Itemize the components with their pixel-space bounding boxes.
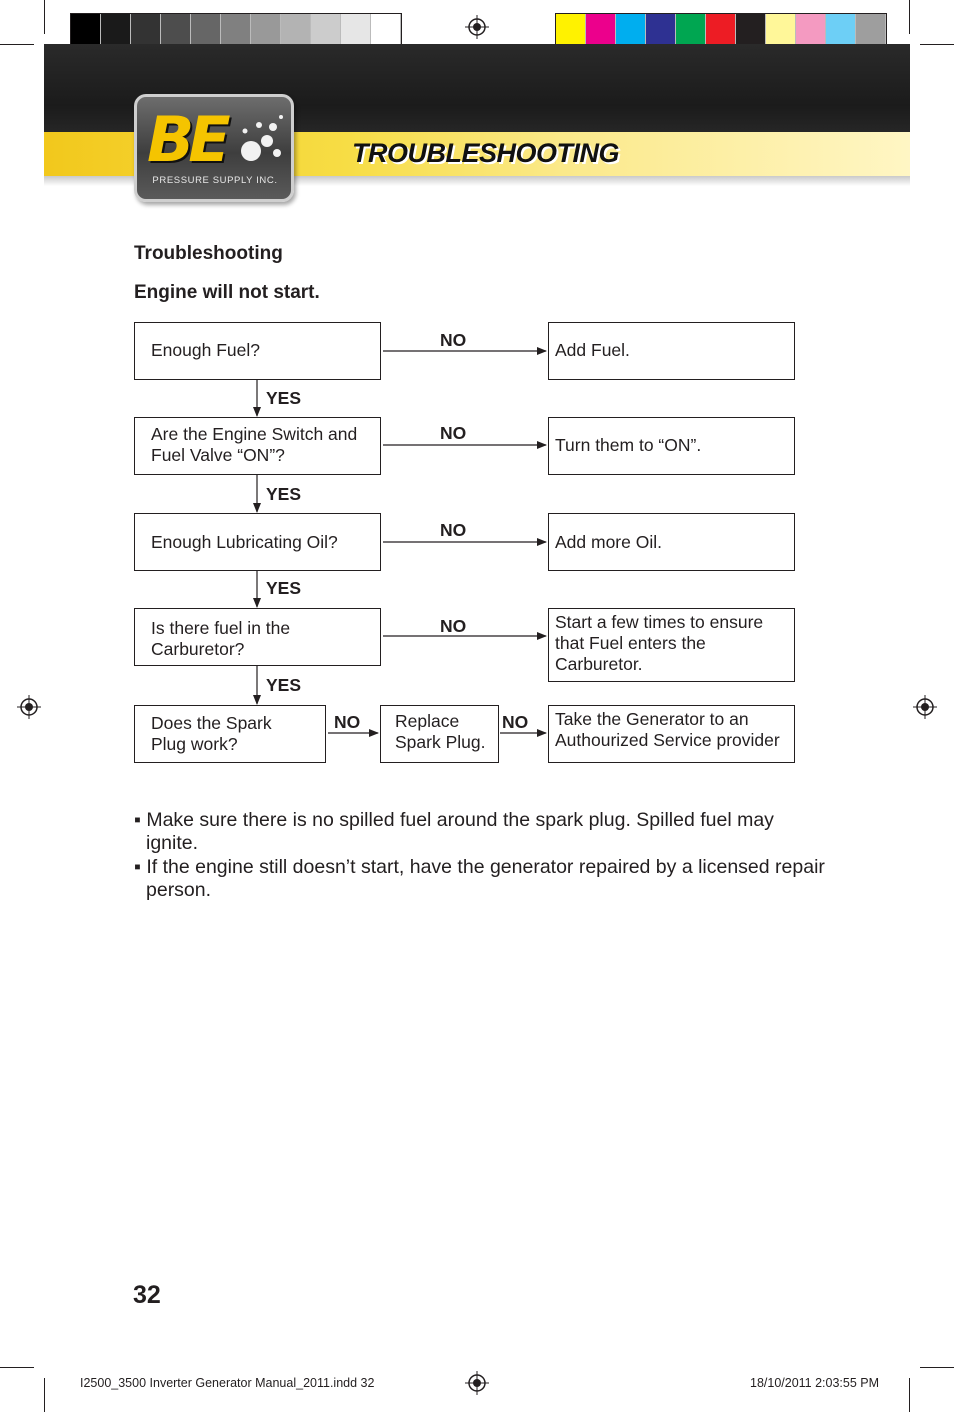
section-subtitle: Engine will not start.	[134, 282, 320, 303]
yes-label: YES	[266, 484, 302, 504]
note-item: ▪ Make sure there is no spilled fuel around the spark plug. Spilled fuel may ignite.	[134, 809, 774, 854]
page-title: TROUBLESHOOTING	[352, 138, 619, 168]
no-label: NO	[440, 423, 467, 443]
question-text: Is there fuel in the Carburetor?	[151, 618, 291, 659]
flow-action-box	[548, 513, 795, 571]
flow-question-box	[134, 513, 381, 571]
note-item: ▪ If the engine still doesn’t start, have the generator repaired by a licensed repair person.	[134, 856, 825, 901]
flow-question-box	[134, 608, 381, 666]
flow-question-box	[134, 417, 381, 475]
yes-label: YES	[266, 388, 302, 408]
flow-action-box	[380, 705, 499, 763]
question-text: Are the Engine Switch and Fuel Valve “ON”?	[151, 424, 358, 465]
question-text: Enough Fuel?	[151, 340, 260, 360]
no-label: NO	[502, 712, 529, 732]
section-title: Troubleshooting	[134, 243, 283, 264]
crop-mark	[909, 1378, 910, 1412]
flow-action-box	[548, 705, 795, 763]
date-slug: 18/10/2011 2:03:55 PM	[750, 1376, 880, 1390]
logo-letters: BE	[147, 103, 225, 176]
no-label: NO	[440, 520, 467, 540]
registration-mark-icon	[465, 1371, 489, 1395]
no-label: NO	[334, 712, 361, 732]
flow-action-box	[548, 417, 795, 475]
page-number: 32	[133, 1281, 161, 1309]
yes-label: YES	[266, 578, 302, 598]
yes-label: YES	[266, 675, 302, 695]
action-text: Add more Oil.	[555, 532, 662, 552]
flow-question-box	[134, 705, 326, 763]
logo-subtitle: PRESSURE SUPPLY INC.	[152, 175, 278, 186]
action-text: Replace Spark Plug.	[395, 711, 486, 752]
question-text: Enough Lubricating Oil?	[151, 532, 338, 552]
flow-action-box	[548, 322, 795, 380]
crop-mark	[44, 1378, 45, 1412]
action-text: Turn them to “ON”.	[555, 435, 702, 455]
no-label: NO	[440, 330, 467, 350]
crop-mark	[0, 1367, 34, 1368]
file-slug: I2500_3500 Inverter Generator Manual_2011.indd 32	[80, 1376, 375, 1390]
crop-mark	[920, 1367, 954, 1368]
action-text: Add Fuel.	[555, 340, 630, 360]
question-text: Does the Spark Plug work?	[151, 713, 272, 754]
flow-question-box	[134, 322, 381, 380]
action-text: Start a few times to ensure that Fuel enters the Carburetor.	[555, 612, 764, 674]
flow-action-box	[548, 608, 795, 682]
action-text: Take the Generator to an Authourized Service provider	[555, 709, 780, 750]
no-label: NO	[440, 616, 467, 636]
